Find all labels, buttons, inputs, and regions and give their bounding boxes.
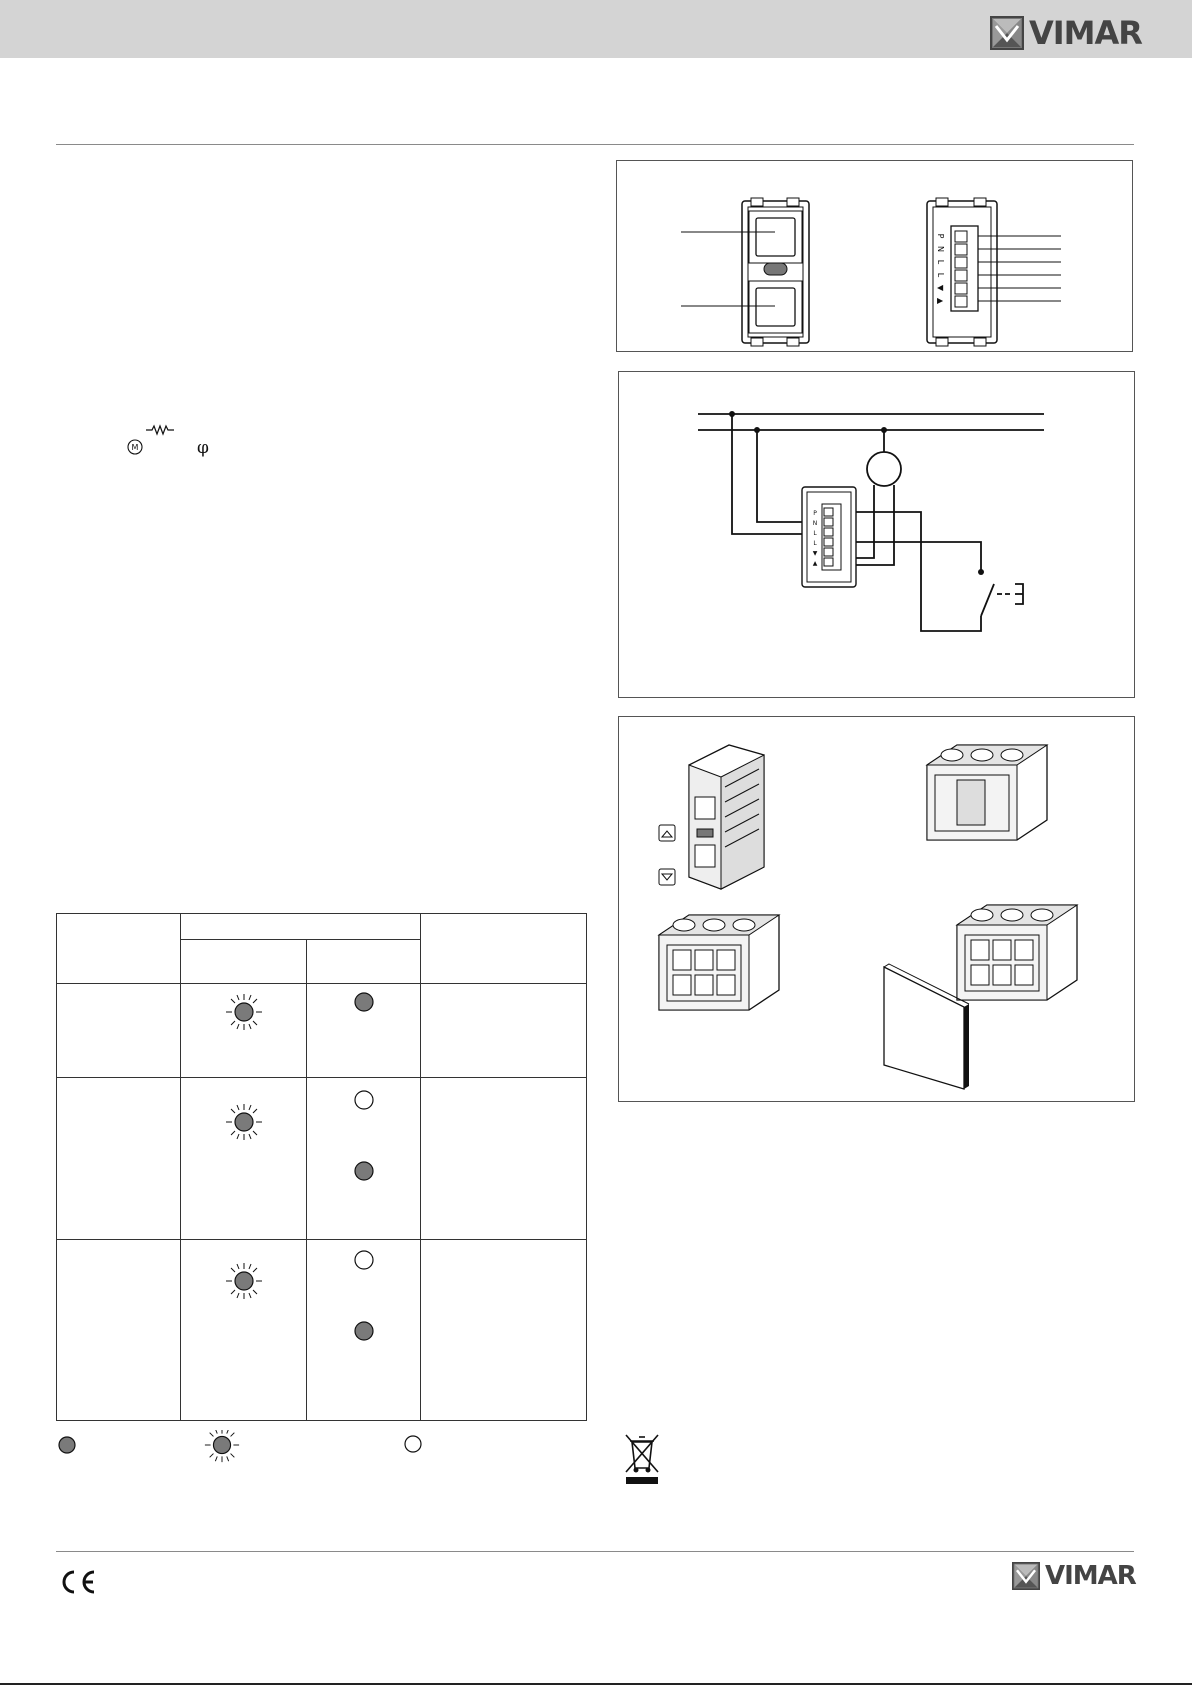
ce-mark-icon xyxy=(56,1568,98,1596)
led-blinking-icon xyxy=(224,992,264,1032)
led-status-table xyxy=(56,913,587,1421)
footer-brand xyxy=(1012,1561,1136,1591)
led-off-icon xyxy=(405,1436,421,1452)
figure-device-views xyxy=(616,160,1133,352)
up-button-icon xyxy=(659,825,675,841)
header-brand xyxy=(990,14,1142,52)
terminal-label: L xyxy=(813,530,817,537)
terminal-label: L xyxy=(936,272,945,278)
terminal-label: ▲ xyxy=(812,560,818,567)
box-mounted-isometric xyxy=(659,915,779,1010)
table-subheader-cell xyxy=(181,940,307,984)
table-row xyxy=(57,984,587,1078)
section-divider xyxy=(56,144,1134,145)
terminal-label: ▲ xyxy=(936,297,945,305)
led-on-icon xyxy=(59,1437,75,1453)
terminal-label: N xyxy=(812,520,818,527)
weee-crossed-bin-icon xyxy=(622,1432,662,1486)
wiring-diagram-drawing xyxy=(619,372,1136,699)
brand-name: VIMAR xyxy=(1045,1561,1136,1591)
vimar-shield-logo-icon xyxy=(1012,1562,1040,1590)
table-subheader-cell xyxy=(307,940,420,984)
led-on-icon xyxy=(353,1320,375,1342)
led-cell xyxy=(307,1239,420,1420)
led-cell xyxy=(181,1078,307,1239)
table-header-cell xyxy=(57,914,181,984)
terminal-label: P xyxy=(813,510,817,517)
table-row xyxy=(57,1078,587,1239)
device-terminal-view xyxy=(927,198,997,346)
led-cell xyxy=(181,984,307,1078)
device-views-drawing xyxy=(617,161,1134,353)
led-on-icon xyxy=(353,1160,375,1182)
terminal-label: L xyxy=(936,259,945,265)
terminal-label: P xyxy=(936,233,945,239)
terminal-label: ▼ xyxy=(812,550,818,557)
down-button-icon xyxy=(659,869,675,885)
cover-plate xyxy=(884,964,969,1089)
led-cell xyxy=(307,1078,420,1239)
cos-phi-symbol-icon xyxy=(197,438,209,458)
led-blinking-icon xyxy=(205,1430,239,1462)
box-with-plate-isometric xyxy=(957,905,1077,1000)
led-on-icon xyxy=(353,991,375,1013)
box-empty-isometric xyxy=(927,745,1047,840)
led-cell xyxy=(307,984,420,1078)
led-blinking-icon xyxy=(224,1102,264,1142)
motor-symbol-icon xyxy=(128,440,142,454)
device-front-view xyxy=(742,198,809,346)
terminal-label: N xyxy=(936,246,945,252)
resistor-symbol-icon xyxy=(146,426,174,434)
load-type-symbols xyxy=(120,420,220,462)
led-cell xyxy=(181,1239,307,1420)
led-blinking-icon xyxy=(224,1261,264,1301)
terminal-label: ▼ xyxy=(936,284,945,292)
led-legend xyxy=(56,1430,436,1470)
vimar-shield-logo-icon xyxy=(990,16,1024,50)
led-off-icon xyxy=(353,1089,375,1111)
installation-drawing xyxy=(619,717,1136,1103)
table-row xyxy=(57,1239,587,1420)
footer-divider xyxy=(56,1551,1134,1552)
table-header-cell xyxy=(420,914,586,984)
led-off-icon xyxy=(353,1249,375,1271)
svg-text:φ: φ xyxy=(197,438,209,458)
svg-text:M: M xyxy=(131,443,139,452)
device-terminal-view-small xyxy=(802,487,856,587)
module-isometric xyxy=(689,745,764,889)
figure-installation xyxy=(618,716,1135,1102)
brand-name: VIMAR xyxy=(1029,14,1142,52)
figure-wiring-diagram xyxy=(618,371,1135,698)
table-header-cell xyxy=(181,914,420,940)
terminal-label: L xyxy=(813,540,817,547)
